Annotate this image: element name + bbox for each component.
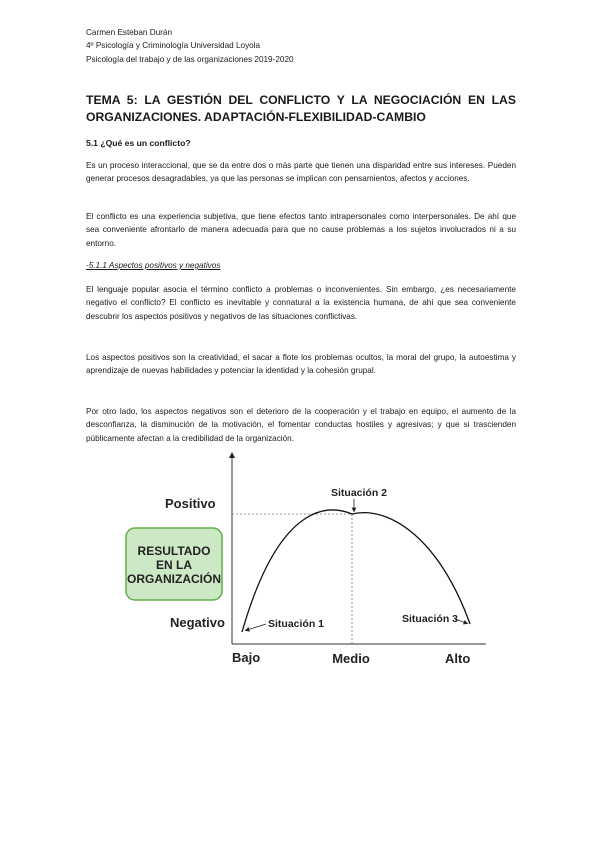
paragraph-subjective: El conflicto es una experiencia subjetiva, que tiene efectos tanto intrapersonales como interpersonales. De ahí que sea conveniente afrontarlo de manera adecuada para que no cause problemas a los sujetos involucrados ni a su entorno. <box>86 212 516 248</box>
y-label-positive: Positivo <box>165 496 216 511</box>
section-heading: 5.1 ¿Qué es un conflicto? <box>86 138 191 148</box>
result-box-line-3: ORGANIZACIÓN <box>127 572 221 586</box>
situation-1-arrow <box>247 624 266 630</box>
paragraph-language: El lenguaje popular asocia el término conflicto a problemas o inconvenientes. Sin embargo, ¿es necesariamente negativo el conflicto? El conflicto es inevitable y connatural a la existencia humana, de ahí que sea conveniente descubrir los aspectos positivos y negativos de las situaciones conflictivas. <box>86 285 516 321</box>
x-label-low: Bajo <box>232 650 261 665</box>
course-name: 4º Psicología y Criminología Universidad Loyola <box>86 41 261 51</box>
situation-1-label: Situación 1 <box>268 618 325 630</box>
result-box-line-2: EN LA <box>156 558 192 572</box>
x-label-high: Alto <box>445 651 471 666</box>
document-title: TEMA 5: LA GESTIÓN DEL CONFLICTO Y LA NEGOCIACIÓN EN LAS ORGANIZACIONES. ADAPTACIÓN-FLEXIBILIDAD-CAMBIO <box>86 93 516 124</box>
y-label-negative: Negativo <box>170 615 225 630</box>
situation-3-label: Situación 3 <box>402 613 459 625</box>
author-name: Carmen Esteban Durán <box>86 28 173 37</box>
x-label-mid: Medio <box>332 651 370 666</box>
paragraph-positive: Los aspectos positivos son la creatividad, el sacar a flote los problemas ocultos, la moral del grupo, la autoestima y aprendizaje de nuevas habilidades y potenciar la identidad y la cohesión grupal. <box>86 353 516 376</box>
situation-2-label: Situación 2 <box>330 487 388 499</box>
paragraph-definition: Es un proceso interaccional, que se da entre dos o más parte que tienen una disparidad entre sus intereses. Pueden generar procesos desagradables, ya que las personas se implican con pensamientos, afectos y acciones. <box>86 161 516 184</box>
subsection-heading: -5.1.1 Aspectos positivos y negativos <box>86 261 221 270</box>
paragraph-negative: Por otro lado, los aspectos negativos son el deterioro de la cooperación y el trabajo en equipo, el aumento de la desconfianza, la disminución de la motivación, el fomentar conductas hostiles y agresivas; y que si trascienden públicamente afectan a la credibilidad de la organización. <box>86 407 516 443</box>
result-box-line-1: RESULTADO <box>137 544 211 558</box>
subject-name: Psicología del trabajo y de las organizaciones 2019-2020 <box>86 54 294 64</box>
